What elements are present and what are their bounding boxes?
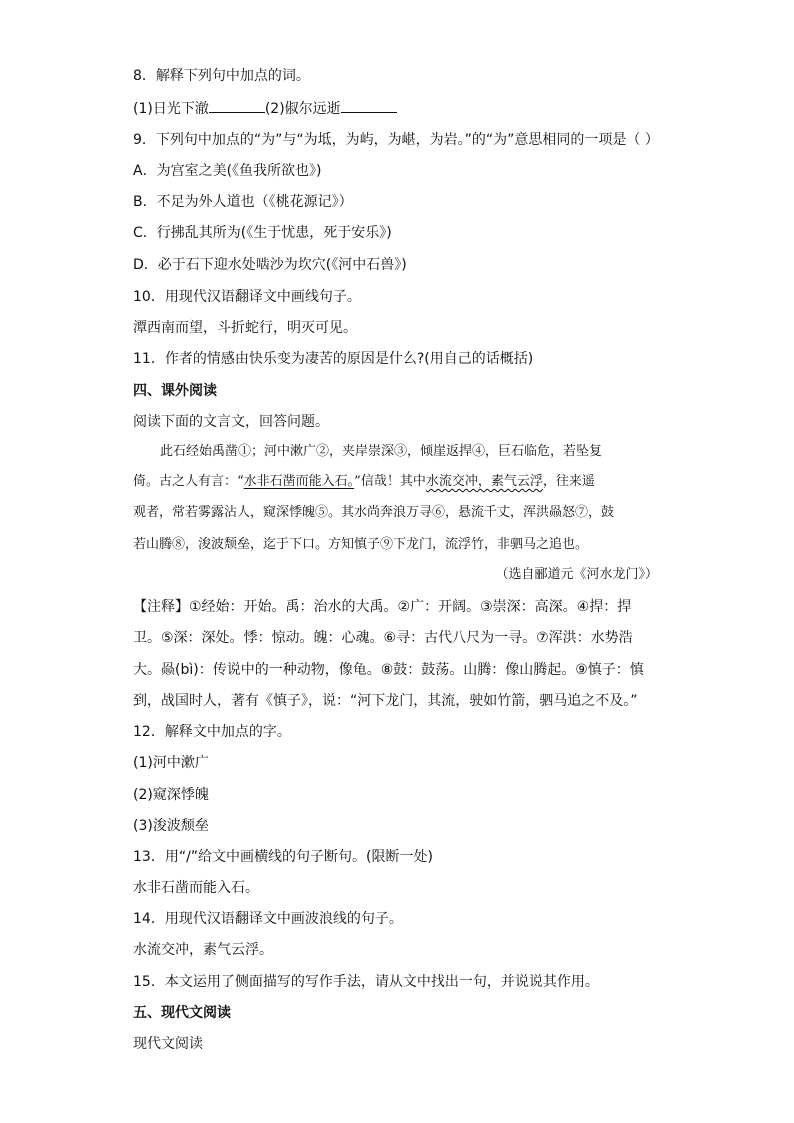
passage-line-2-c: ，往来遥 [542, 474, 595, 489]
notes-line-4: 到，战国时人，著有《慎子》，说：“河下龙门，其流，驶如竹箭，驷马追之不及。” [133, 693, 638, 709]
section4-intro: 阅读下面的文言文，回答问题。 [133, 414, 329, 430]
q15-title: 15．本文运用了侧面描写的写作手法，请从文中找出一句，并说说其作用。 [133, 974, 599, 990]
q8-item2: (2)俶尔远逝 [264, 101, 341, 117]
notes-line-1: 【注释】①经始：开始。禹：治水的大禹。②广：开阔。③崇深：高深。④捍：捍 [133, 599, 632, 615]
passage-source: （选自郦道元《河水龙门》） [495, 567, 658, 582]
q9-option-b: B．不足为外人道也（《桃花源记》） [133, 194, 353, 210]
q14-title: 14．用现代汉语翻译文中画波浪线的句子。 [133, 911, 403, 927]
q11-title: 11．作者的情感由快乐变为凄苦的原因是什么?(用自己的话概括) [133, 351, 534, 367]
underlined-sentence: 水非石凿而能入石。 [243, 474, 355, 489]
q9-option-c: C．行拂乱其所为(《生于忧患，死于安乐》) [133, 225, 392, 241]
notes-line-3: 大。赑(bì)：传说中的一种动物，像龟。⑧鼓：鼓荡。山腾：像山腾起。⑨慎子：慎 [133, 662, 644, 678]
passage-line-3: 观者，常若雾露沾人，窥深悸魄⑤。其水尚奔浪万寻⑥，悬流千丈，浑洪赑怒⑦，鼓 [133, 505, 615, 520]
q8-items [133, 100, 397, 118]
q10-title: 10．用现代汉语翻译文中画线句子。 [133, 289, 361, 305]
q9-option-d: D．必于石下迎水处啮沙为坎穴(《河中石兽》) [133, 257, 407, 273]
q13-sentence: 水非石凿而能入石。 [133, 880, 259, 896]
section4-heading: 四、课外阅读 [133, 383, 217, 399]
passage-line-4: 若山腾⑧，浚波颓垒，迄于下口。方知慎子⑨下龙门，流浮竹，非驷马之追也。 [133, 537, 589, 552]
q8-blank2[interactable] [341, 100, 397, 113]
q8-blank1[interactable] [209, 100, 265, 113]
q12-item-3: (3)浚波颓垒 [133, 818, 209, 834]
notes-line-2: 卫。⑤深：深处。悸：惊动。魄：心魂。⑥寻：古代八尺为一寻。⑦浑洪：水势浩 [133, 630, 633, 646]
q9-title: 9．下列句中加点的“为”与“为坻，为屿，为嵁，为岩。”的“为”意思相同的一项是（ ） [133, 132, 659, 148]
q12-item-1: (1)河中漱广 [133, 755, 209, 771]
q12-title: 12．解释文中加点的字。 [133, 724, 291, 740]
q14-sentence: 水流交冲，素气云浮。 [133, 942, 273, 958]
q10-sentence: 潭西南而望，斗折蛇行，明灭可见。 [133, 320, 357, 336]
passage-line-2-b: ”信哉！其中 [354, 474, 426, 489]
q8-item1: (1)日光下澈 [133, 101, 209, 117]
passage-line-2-a: 倚。古之人有言：“ [133, 474, 244, 489]
wavy-underlined-sentence: 水流交冲，素气云浮 [425, 474, 543, 489]
q13-title: 13．用“/”给文中画横线的句子断句。(限断一处) [133, 849, 433, 865]
q12-item-2: (2)窥深悸魄 [133, 787, 209, 803]
section5-heading: 五、现代文阅读 [133, 1005, 231, 1021]
passage-line-2 [133, 473, 595, 491]
section5-subheading: 现代文阅读 [133, 1036, 203, 1052]
q8-title: 8．解释下列句中加点的词。 [133, 68, 310, 84]
passage-line-1: 此石经始禹凿①；河中漱广②，夹岸崇深③，倾崖返捍④，巨石临危，若坠复 [160, 444, 603, 459]
q9-option-a: A．为宫室之美(《鱼我所欲也》) [133, 163, 322, 179]
